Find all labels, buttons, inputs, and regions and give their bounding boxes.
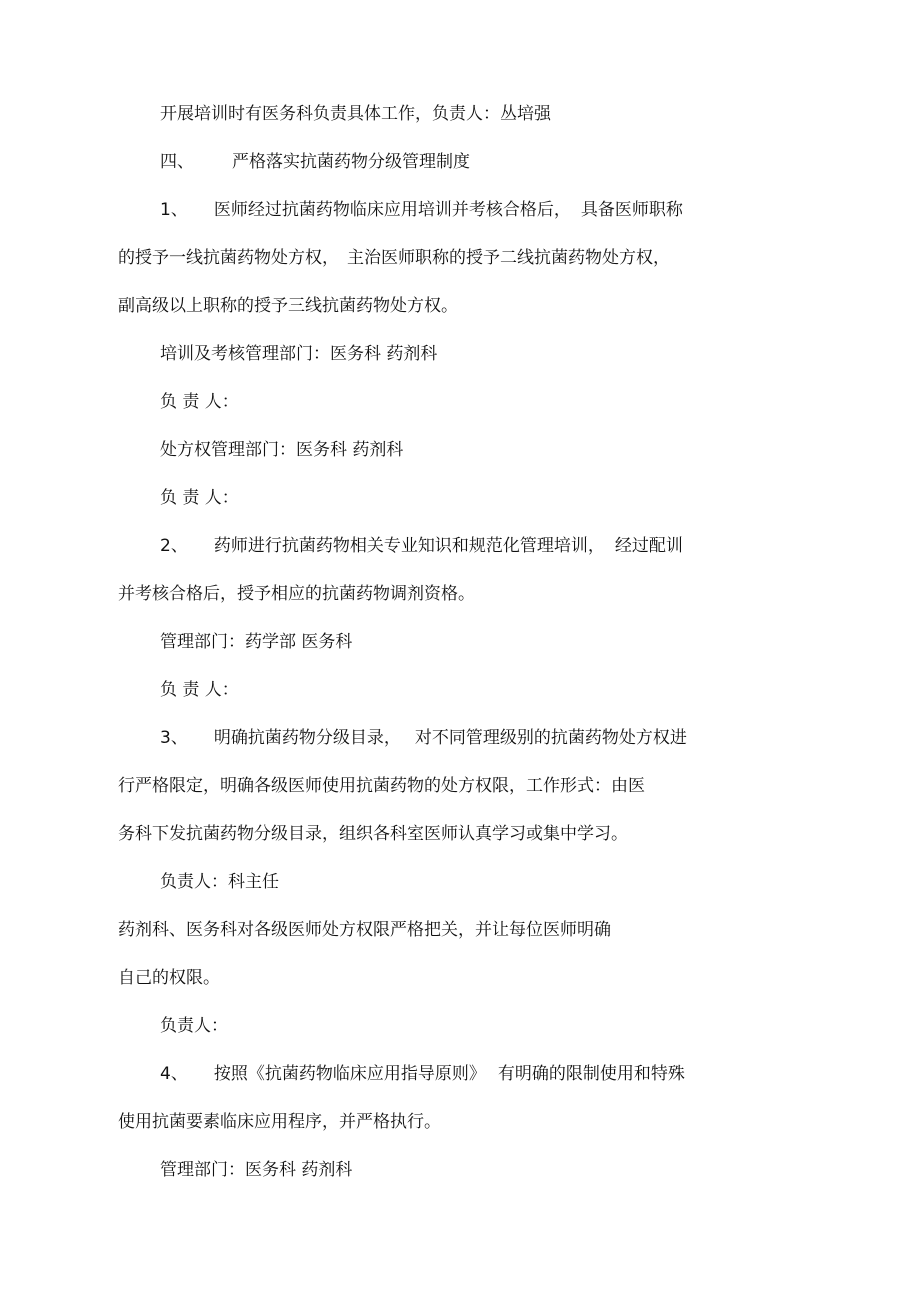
section-title: 严格落实抗菌药物分级管理制度 bbox=[232, 152, 470, 172]
paragraph-line: 2、 药师进行抗菌药物相关专业知识和规范化管理培训， 经过配训 bbox=[160, 536, 683, 556]
paragraph-line: 负责人： bbox=[160, 1016, 228, 1036]
paragraph-line: 行严格限定，明确各级医师使用抗菌药物的处方权限，工作形式：由医 bbox=[118, 776, 645, 796]
paragraph-line: 负责人：科主任 bbox=[160, 872, 279, 892]
paragraph-line: 并考核合格后，授予相应的抗菌药物调剂资格。 bbox=[118, 584, 475, 604]
paragraph-line: 自己的权限。 bbox=[118, 968, 220, 988]
item-number: 4、 bbox=[160, 1064, 188, 1084]
paragraph-line: 3、 明确抗菌药物分级目录， 对不同管理级别的抗菌药物处方权进 bbox=[160, 728, 687, 748]
paragraph-line: 的授予一线抗菌药物处方权， 主治医师职称的授予二线抗菌药物处方权， bbox=[118, 248, 670, 268]
paragraph-line: 管理部门：医务科 药剂科 bbox=[160, 1160, 353, 1180]
paragraph-line: 管理部门：药学部 医务科 bbox=[160, 632, 353, 652]
item-number: 1、 bbox=[160, 200, 188, 220]
paragraph-line: 副高级以上职称的授予三线抗菌药物处方权。 bbox=[118, 296, 458, 316]
paragraph-line: 使用抗菌要素临床应用程序，并严格执行。 bbox=[118, 1112, 441, 1132]
paragraph-line: 培训及考核管理部门：医务科 药剂科 bbox=[160, 344, 438, 364]
section-number: 四、 bbox=[160, 152, 194, 172]
paragraph-line: 处方权管理部门：医务科 药剂科 bbox=[160, 440, 404, 460]
paragraph-line: 1、 医师经过抗菌药物临床应用培训并考核合格后， 具备医师职称 bbox=[160, 200, 683, 220]
paragraph-line: 负 责 人： bbox=[160, 392, 239, 412]
paragraph-line: 负 责 人： bbox=[160, 680, 239, 700]
section-heading bbox=[160, 151, 470, 173]
paragraph-line: 负 责 人： bbox=[160, 488, 239, 508]
paragraph-line: 开展培训时有医务科负责具体工作，负责人：丛培强 bbox=[160, 104, 551, 124]
item-number: 2、 bbox=[160, 536, 188, 556]
paragraph-line: 药剂科、医务科对各级医师处方权限严格把关，并让每位医师明确 bbox=[118, 920, 611, 940]
item-number: 3、 bbox=[160, 728, 188, 748]
paragraph-line: 务科下发抗菌药物分级目录，组织各科室医师认真学习或集中学习。 bbox=[118, 824, 628, 844]
paragraph-line: 4、 按照《抗菌药物临床应用指导原则》 有明确的限制使用和特殊 bbox=[160, 1064, 685, 1084]
